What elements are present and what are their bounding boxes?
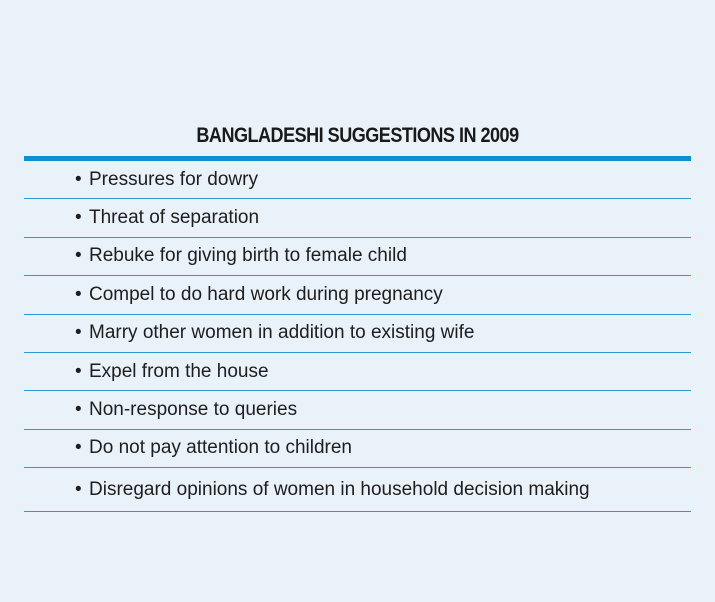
list-item-text: Threat of separation (89, 207, 260, 229)
bullet-icon: • (75, 283, 82, 305)
list-item (24, 276, 691, 314)
list-item (24, 468, 691, 512)
bullet-icon: • (75, 207, 82, 229)
list-item-text: Rebuke for giving birth to female child (89, 245, 407, 267)
list-item-text: Compel to do hard work during pregnancy (89, 283, 443, 305)
list-item-text: Marry other women in addition to existing wife (89, 322, 475, 344)
list-item (24, 199, 691, 237)
bullet-icon: • (75, 360, 82, 382)
list-item (24, 430, 691, 468)
list-item (24, 315, 691, 353)
bullet-icon: • (75, 168, 82, 190)
bullet-icon: • (75, 399, 82, 421)
suggestions-list (24, 161, 691, 512)
bullet-icon: • (75, 437, 82, 459)
suggestions-panel (24, 0, 691, 602)
bullet-icon: • (75, 478, 82, 500)
list-item-text: Disregard opinions of women in household decision making (89, 478, 590, 500)
list-item (24, 161, 691, 199)
list-item (24, 353, 691, 391)
list-item (24, 238, 691, 276)
bullet-icon: • (75, 245, 82, 267)
bullet-icon: • (75, 322, 82, 344)
panel-title: BANGLADESHI SUGGESTIONS IN 2009 (196, 124, 519, 147)
list-item-text: Pressures for dowry (89, 168, 258, 190)
list-item-text: Do not pay attention to children (89, 437, 353, 459)
list-item-text: Expel from the house (89, 360, 269, 382)
list-item-text: Non-response to queries (89, 399, 298, 421)
list-item (24, 391, 691, 429)
